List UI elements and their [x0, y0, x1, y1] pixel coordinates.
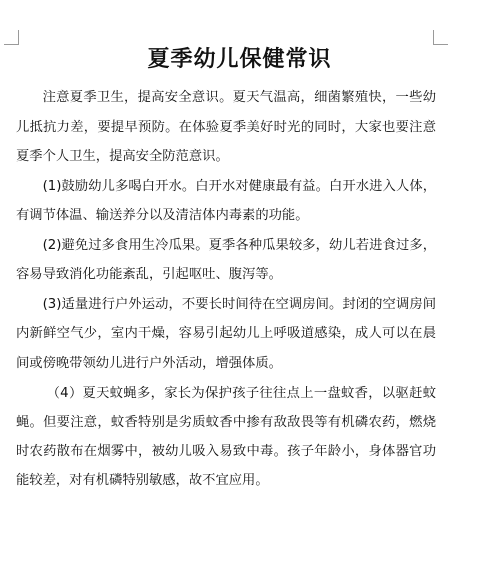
document-title: 夏季幼儿保健常识	[147, 46, 332, 72]
crop-mark-top-left	[4, 30, 19, 45]
paragraph-item-1: (1)鼓励幼儿多喝白开水。白开水对健康最有益。白开水进入人体，有调节体温、输送养分以及清洁体内毒素的功能。	[16, 178, 436, 223]
paragraph-item-4: （4）夏天蚊蝇多，家长为保护孩子往往点上一盘蚊香，以驱赶蚊蝇。但要注意，蚊香特别是劣质蚊香中掺有敌敌畏等有机磷农药，燃烧时农药散布在烟雾中，被幼儿吸入易致中毒。孩子年龄小，身体器官功能较差，对有机磷特别敏感，故不宜应用。	[16, 386, 436, 488]
paragraph-item-3: (3)适量进行户外运动，不要长时间待在空调房间。封闭的空调房间内新鲜空气少，室内干燥，容易引起幼儿上呼吸道感染，成人可以在晨间或傍晚带领幼儿进行户外活动，增强体质。	[16, 296, 436, 371]
document-body	[16, 83, 436, 495]
paragraph-item-2: (2)避免过多食用生冷瓜果。夏季各种瓜果较多，幼儿若进食过多，容易导致消化功能紊乱，引起呕吐、腹泻等。	[16, 237, 436, 282]
paragraph-intro: 注意夏季卫生，提高安全意识。夏天气温高，细菌繁殖快，一些幼儿抵抗力差，要提早预防。在体验夏季美好时光的同时，大家也要注意夏季个人卫生，提高安全防范意识。	[16, 90, 436, 164]
crop-mark-top-right	[433, 30, 448, 45]
